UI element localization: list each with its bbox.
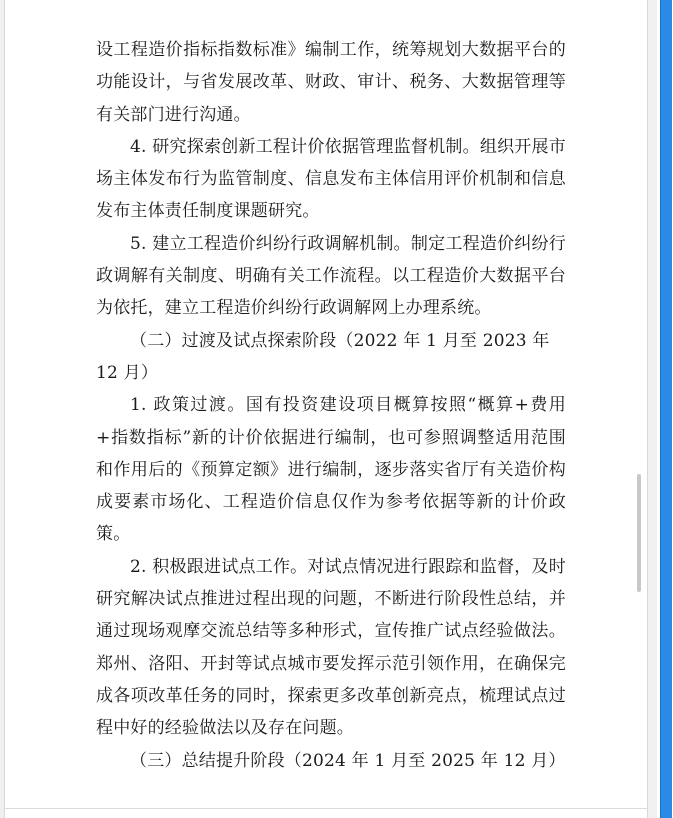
paragraph-item-5: 5. 建立工程造价纠纷行政调解机制。制定工程造价纠纷行政调解有关制度、明确有关工作流程。以工程造价大数据平台为依托，建立工程造价纠纷行政调解网上办理系统。: [96, 233, 566, 319]
page-content: [96, 34, 566, 777]
side-panel-accent-bar[interactable]: [660, 0, 672, 818]
paragraph-continued: 设工程造价指标指数标准》编制工作，统筹规划大数据平台的功能设计，与省发展改革、财政、审计、税务、大数据管理等有关部门进行沟通。: [96, 40, 566, 125]
scrollbar-track[interactable]: [634, 0, 642, 818]
paragraph-policy-transition: 1. 政策过渡。国有投资建设项目概算按照“概算+费用+指数指标”新的计价依据进行编制，也可参照调整适用范围和作用后的《预算定额》进行编制，逐步落实省厅有关造价构成要素市场化、工程造价信息仅作为参考依据等新的计价政策。: [96, 395, 566, 545]
section-heading-2: （二）过渡及试点探索阶段（2022 年 1 月至 2023 年 12 月）: [96, 330, 550, 383]
section-heading-3: （三）总结提升阶段（2024 年 1 月至 2025 年 12 月）: [130, 750, 566, 771]
paragraph-pilot-work: 2. 积极跟进试点工作。对试点情况进行跟踪和监督，及时研究解决试点推进过程出现的问题，不断进行阶段性总结，并通过现场观摩交流总结等多种形式，宣传推广试点经验做法。郑州、洛阳、开封等试点城市要发挥示范引领作用，在确保完成各项改革任务的同时，探索更多改革创新亮点，梳理试点过程中好的经验做法以及存在问题。: [96, 556, 566, 739]
page-bottom-edge: [4, 808, 648, 809]
scrollbar-thumb[interactable]: [637, 474, 641, 592]
paragraph-item-4: 4. 研究探索创新工程计价依据管理监督机制。组织开展市场主体发布行为监管制度、信息发布主体信用评价机制和信息发布主体责任制度课题研究。: [96, 136, 566, 222]
